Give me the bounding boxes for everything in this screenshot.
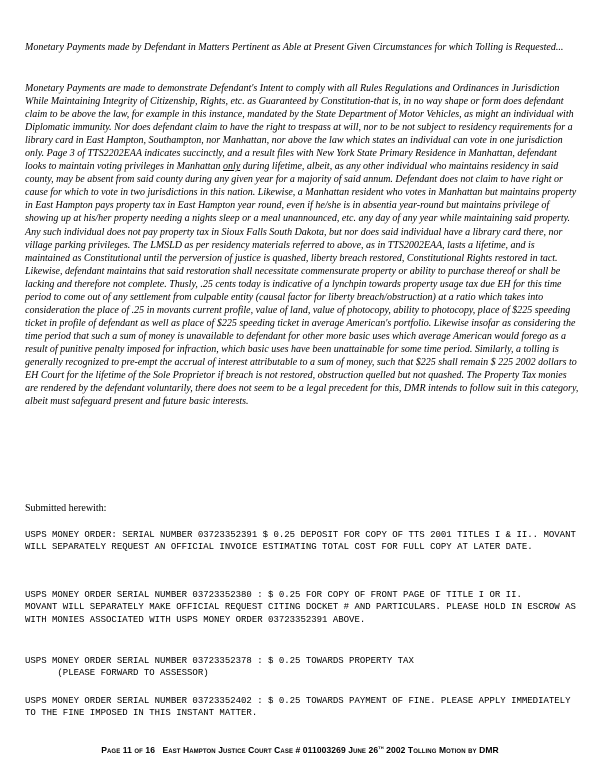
money-order-2: USPS MONEY ORDER SERIAL NUMBER 03723352380 : $ 0.25 FOR COPY OF FRONT PAGE OF TITLE I OR II. MOVANT WILL SEPARATELY MAKE OFFICIAL REQUEST CITING DOCKET # AND PARTICULARS. PLEASE HOLD IN ESCROW AS WITH MONIES ASSOCIATED WITH USPS MONEY ORDER 03723352391 ABOVE. bbox=[25, 590, 576, 625]
body-text-part-1: Monetary Payments are made to demonstrate Defendant's Intent to comply with all Rules Regulations and Ordinances in Jurisdiction While Maintaining Integrity of Citizenship, Rights, etc. as Guaranteed by Constitution-that is, in no way shape or form does defendant claim to be above the law, for example in this instance, mandated by the State Department of Motor Vehicles, as might an individual with Diplomatic immunity. Nor does defendant claim to have the right to trespass at will, nor to be not subject to residency requirements for a library card in East Hampton, Southampton, nor Manhattan, nor above the law which states an individual can vote in one jurisdiction only. Page 3 of TTS2202EAA indicates succinctly, and a result files with New York State Primary Residence in Manhattan, defendant looks to maintain voting privileges in Manhattan bbox=[25, 83, 574, 173]
footer-title: 2002 Tolling Motion by DMR bbox=[383, 744, 499, 755]
body-text-part-2: during lifetime, albeit, as any other individual who maintains residency in said county, may be absent from said county during any given year for a majority of said annum. Defendant does not claim to have right or cause for which to vote in two jurisdictions in this nation. Likewise, a Manhattan resident who votes in Manhattan but maintains property in East Hampton pays property tax in East Hampton year round, even if he/she is in absentia year-round but maintains privilege of showing up at his/her property needing a nights sleep or a meal unannounced, etc. any day of any year while maintaining said property. Any such individual does not pay property tax in Sioux Falls South Dakota, but nor does said individual have a library card there, nor village parking privileges. The LMSLD as per residency materials referred to above, as in TTS2002EAA, lasts a lifetime, and is maintained as Constitutional until the perversion of justice is quashed, liberty breach restored, Constitutional Rights restored in tact. Likewise, defendant maintains that said restoration shall necessitate commensurate property or ability to purchase thereof or shall be lacking and therefore not complete. Thusly, .25 cents today is indicative of a lynchpin towards property usage tax due EH for this time period to come out of any settlement from culpable entity (causal factor for liberty breach/obstruction) at a ratio which takes into consideration the place of .25 in movants current profile, value of land, value of photocopy, ability to photocopy, place of $225 speeding ticket in profile of defendant as well as place of $225 speeding ticket in average American's portfolio. Likewise insofar as considering the time period that such a sum of money is unavailable to defendant for other more basic uses which average American would forego as a result of punitive penalty imposed for infraction, which basic uses have been unattainable for some time period. Similarly, a tolling is generally recognized to pre-empt the accrual of interest attributable to a sum of money, such that $225 shall remain $ 225 2002 dollars to EH Court for the lifetime of the Sole Proprietor if breach is not restored, obstruction quelled but not quashed. The Property Tax monies are rendered by the defendant voluntarily, there does not seem to be a legal precedent for this, DMR intends to follow suit in this category, albeit must safeguard present and future basic interests. bbox=[25, 161, 579, 408]
money-order-4: USPS MONEY ORDER SERIAL NUMBER 03723352402 : $ 0.25 TOWARDS PAYMENT OF FINE. PLEASE APPLY IMMEDIATELY TO THE FINE IMPOSED IN THIS INSTANT MATTER. bbox=[25, 696, 576, 719]
section-heading: Monetary Payments made by Defendant in Matters Pertinent as Able at Present Given Circumstances for which Tolling is Requested... bbox=[25, 42, 564, 53]
underlined-word: only bbox=[223, 161, 241, 173]
money-order-1: USPS MONEY ORDER: SERIAL NUMBER 03723352391 $ 0.25 DEPOSIT FOR COPY OF TTS 2001 TITLES I & II.. MOVANT WILL SEPARATELY REQUEST AN OFFICIAL INVOICE ESTIMATING TOTAL COST FOR FULL COPY AT LATER DATE. bbox=[25, 530, 582, 553]
footer-case: East Hampton Justice Court Case # 011003269 June 26 bbox=[162, 744, 379, 755]
page-footer bbox=[0, 742, 600, 756]
money-order-3: USPS MONEY ORDER SERIAL NUMBER 03723352378 : $ 0.25 TOWARDS PROPERTY TAX (PLEASE FORWARD TO ASSESSOR) bbox=[25, 656, 414, 679]
footer-superscript: th bbox=[378, 745, 384, 751]
footer-page-number: Page 11 of 16 bbox=[101, 744, 156, 755]
submitted-label: Submitted herewith: bbox=[25, 503, 107, 514]
body-paragraph bbox=[25, 82, 580, 408]
